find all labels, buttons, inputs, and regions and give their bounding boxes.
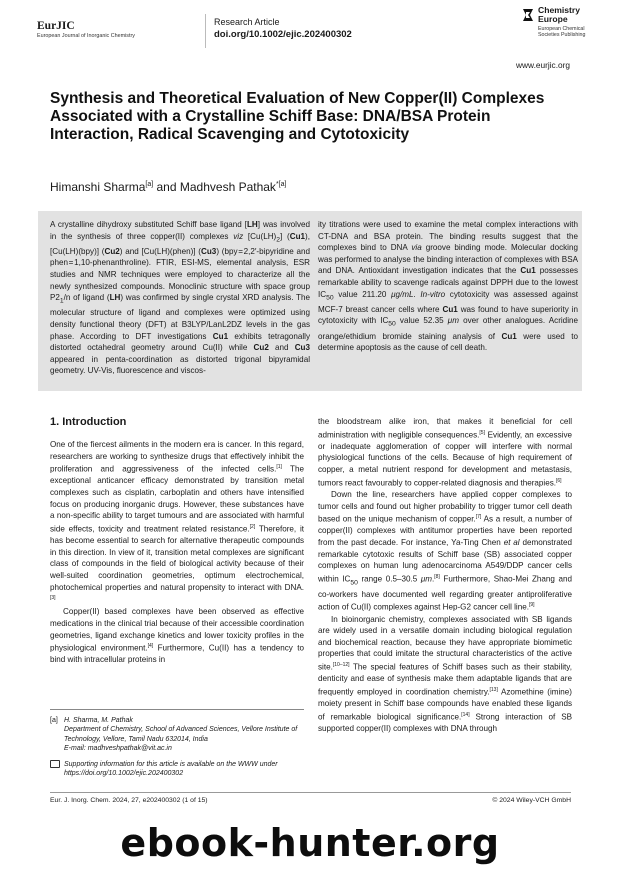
footnote-divider bbox=[50, 709, 304, 710]
footnote-email[interactable]: E-mail: madhveshpathak@vit.ac.in bbox=[64, 744, 172, 752]
citation-footer: Eur. J. Inorg. Chem. 2024, 27, e202400302 (1 of 15) bbox=[50, 797, 208, 804]
author-joiner: and bbox=[153, 180, 180, 194]
watermark-text: ebook-hunter.org bbox=[120, 821, 500, 865]
footnote-dept-line: Department of Chemistry, School of Advanced Sciences, Vellore Institute of bbox=[64, 726, 298, 734]
affiliation-footnote bbox=[50, 716, 306, 753]
header-divider bbox=[205, 14, 206, 48]
body-column-left: One of the fiercest ailments in the modern era is cancer. In this regard, researchers are working to synthesize drugs that effectively inhibit the proliferation and aggressiveness of the infected cells.[1] The exceptional anticancer efficacy demonstrated by transition metal complexes such as cisplatin, carboplatin and others have intensified focus on producing inorganic drugs. However, these substances have a non-specific ability to target tumours and are associated with harmful side effects, toxicity and treatment related resistance.[2] Therefore, it has become essential to search for alternative therapeutic compounds in this direction. In view of it, transition metal complexes are significant class of compounds in the field of biological activity because of their well-suited coordination geometries, optimum electrochemical, photochemical properties and natural propensity to interact with DNA.[3] Copper(II) based complexes have been observed as effective medications in the clinical trial because of their accessible coordination geometries, ligand exchange kinetics and lower toxicity profiles in the physiological environment.[4] Furthermore, Cu(II) has a tendency to bind with intracellular proteins in bbox=[50, 440, 304, 665]
footnote-names: H. Sharma, M. Pathak bbox=[64, 717, 133, 724]
author-line bbox=[50, 180, 286, 194]
abstract-column-right: ity titrations were used to examine the metal complex interactions with CT-DNA and BSA protein. The binding results suggest that the complexes bind to DNA via groove binding mode. Molecular docking was performed to analyse the binding interaction of complexes with BSA and DNA. Antioxidant investigation indicates that the Cu1 possesses remarkable ability to scavenge radicals against DPPH due to the lowest $IC_{50}$ value 211.20 μg/mL. In-vitro cytotoxicity was assessed against MCF-7 breast cancer cells where Cu1 was found to have superiority in cytotoxicity with $IC_{50}$ value 52.35 μm over other analogues. Acridine orange/ethidium bromide staining analysis of Cu1 were used to determine apoptosis as the cause of cell death. bbox=[318, 220, 579, 353]
chemistry-europe-logo bbox=[521, 8, 535, 22]
book-icon bbox=[50, 760, 60, 771]
journal-abbreviation: EurJIC bbox=[37, 20, 75, 32]
section-heading: 1. Introduction bbox=[50, 416, 127, 428]
supporting-info-text: Supporting information for this article is available on the WWW under bbox=[64, 761, 278, 768]
article-doi[interactable]: doi.org/10.1002/ejic.202400302 bbox=[214, 29, 352, 40]
supporting-info-link[interactable]: https://doi.org/10.1002/ejic.202400302 bbox=[64, 770, 184, 778]
author-name: Madhvesh Pathak bbox=[179, 180, 276, 194]
publisher-name: Chemistry Europe bbox=[538, 5, 581, 24]
supporting-info-footnote bbox=[50, 760, 306, 779]
footnote-label: [a] bbox=[50, 717, 58, 724]
body-column-right: the bloodstream alike iron, that makes it beneficial for cell administration with negligible consequences.[5] Evidently, an excessive or inadequate agglomeration of copper will interfere with normal physiological functions of the cells. Because of high requirement of copper, a metal nutrient respond for development and metastasis, tumors react favourably to copper-related diagnosis and therapies.[6] Down the line, researchers have applied copper complexes to tumor cells and found out higher probability to trigger tumor cell death based on the unique mechanism of copper.[7] As a result, a number of copper(II) complexes with antitumor properties have been reported from the past decade. For instance, Ya-Ting Chen et al demonstrated remarkable cytotoxic results of Schiff base (SB) associated copper complexes on human lung adenocarcinoma A549/DDP cancer cells within $IC_{50}$ range 0.5–30.5 μm.[8] Furthermore, Shao-Mei Zhang and co-workers have documented well regarding greater antiproliferative action of Cu(II) complexes against Hep-G2 cancer cell line.[9] In bioinorganic chemistry, complexes associated with SB ligands are widely used in a versatile domain including biological regulation and biochemical reaction, because they have appropriate biomimetic properties that could imitate the structural characteristics of the active site.[10–12] The special features of Schiff bases such as their stability, denticity and ease of synthesis make them adaptable ligands that are frequently employed in coordination chemistry.[13] Azomethine (imine) moiety present in Schiff base compounds have enabled these ligands of remarkable biological significance.[14] Strong interaction of SB supported copper(II) complexes with DNA through bbox=[318, 417, 573, 733]
article-type: Research Article bbox=[214, 17, 280, 27]
affiliation-marker: *[a] bbox=[275, 181, 287, 188]
article-title: Synthesis and Theoretical Evaluation of New Copper(II) Complexes Associated with a Crystalline Schiff Base: DNA/BSA Protein Interaction, Radical Scavenging and Cytotoxicity bbox=[50, 90, 545, 143]
journal-website[interactable]: www.eurjic.org bbox=[516, 60, 570, 70]
affiliation-marker: [a] bbox=[145, 181, 154, 188]
publisher-subtitle: European Chemical Societies Publishing bbox=[538, 26, 586, 38]
abstract-column-left: A crystalline dihydroxy substituted Schiff base ligand [LH] was involved in the synthesis of three copper(II) complexes viz $[Cu(LH)_2]$ (Cu1), [Cu(LH)(bpy)] (Cu2) and [Cu(LH)(phen)] (Cu3) (bpy = 2,2′-bipyridine and phen = 1,10-phenanthroline). FTIR, ESI-MS, elemental analysis, ESR studies and NMR techniques were employed to characterize all the newly synthesized compounds. Monoclinic structure with space group $P2_1/n$ of ligand (LH) was confirmed by single crystal XRD analysis. The molecular structure of ligand and complexes were optimized using density functional theory (DFT) at B3LYP/LanL2DZ levels in the gas phase. According to DFT investigations Cu1 exhibits tetragonally distorted octahedral geometry around Cu(II) while Cu2 and Cu3 appeared in penta-coordination as distorted trigonal bipyramidal geometry. UV-Vis, fluorescence and viscos- bbox=[50, 220, 311, 376]
footer-divider bbox=[50, 792, 571, 793]
copyright-footer: © 2024 Wiley-VCH GmbH bbox=[492, 797, 571, 804]
journal-name: European Journal of Inorganic Chemistry bbox=[37, 33, 135, 39]
footnote-dept-line: Technology, Vellore, Tamil Nadu 632014, India bbox=[64, 735, 208, 743]
author-name: Himanshi Sharma bbox=[50, 180, 146, 194]
watermark-banner bbox=[0, 818, 620, 877]
